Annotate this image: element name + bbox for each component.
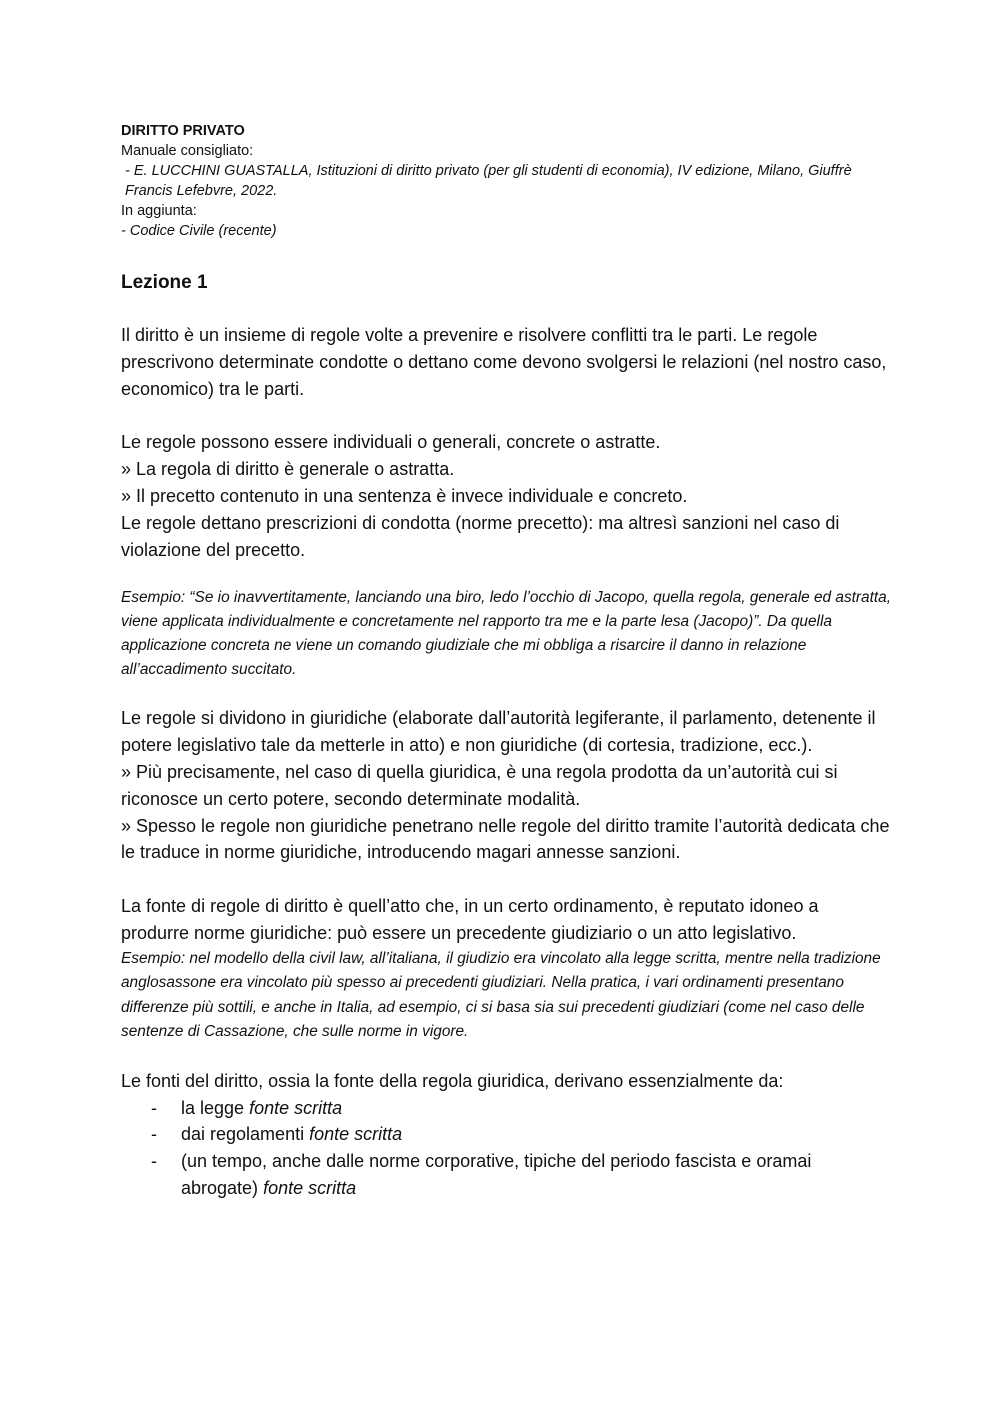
list-item-note: fonte scritta — [309, 1124, 403, 1145]
rule-types-line: » Il precetto contenuto in una sentenza è invece individuale e concreto. — [121, 485, 688, 506]
document-page — [121, 121, 891, 1202]
paragraph-definition: Il diritto è un insieme di regole volte a prevenire e risolvere conflitti tra le parti. Le regole prescrivono determinate condotte o dettano come devono svolgersi le relazioni (nel nostro caso, economico) tra le parti. — [121, 325, 887, 399]
list-item-note: fonte scritta — [263, 1177, 357, 1198]
rule-types-line: » La regola di diritto è generale o astratta. — [121, 459, 455, 480]
rule-types-line: Le regole dettano prescrizioni di condotta (norme precetto): ma altresì sanzioni nel caso di violazione del precetto. — [121, 512, 840, 560]
manual-reference: - E. LUCCHINI GUASTALLA, Istituzioni di diritto privato (per gli studenti di economia), IV edizione, Milano, Giuffrè Francis Lefebvre, 2022. — [125, 163, 852, 199]
list-item-text: dai regolamenti — [181, 1124, 310, 1145]
document-header — [121, 121, 891, 241]
list-item — [121, 1121, 891, 1148]
example-paragraph: Esempio: nel modello della civil law, all’italiana, il giudizio era vincolato alla legge scritta, mentre nella tradizione anglosassone era vincolato più spesso ai precedenti giudiziari. Nella pratica, i vari ordinamenti presentano differenze più sottili, e anche in Italia, ad esempio, ci si basa sia sui precedenti giudiziari (come nel caso delle sentenze di Cassazione, che sulle norme in vigore. — [121, 949, 881, 1041]
paragraph-rule-types — [121, 429, 891, 563]
sources-list — [121, 1095, 891, 1202]
paragraph-legal-rules — [121, 705, 891, 866]
addition-label: In aggiunta: — [121, 203, 197, 219]
lesson-heading: Lezione 1 — [121, 272, 208, 293]
legal-rules-line: » Spesso le regole non giuridiche penetrano nelle regole del diritto tramite l’autorità dedicata che le traduce in norme giuridiche, introducendo magari annesse sanzioni. — [121, 815, 890, 863]
document-title: DIRITTO PRIVATO — [121, 123, 245, 139]
list-item — [121, 1148, 891, 1202]
list-item-text: (un tempo, anche dalle norme corporative, tipiche del periodo fascista e oramai abrogate) — [181, 1151, 812, 1198]
list-dash: - — [151, 1151, 157, 1172]
manual-label: Manuale consigliato: — [121, 143, 254, 159]
example-paragraph: Esempio: “Se io inavvertitamente, lanciando una biro, ledo l’occhio di Jacopo, quella regola, generale ed astratta, viene applicata individualmente e concretamente nel rapporto tra me e la parte lesa (Jacopo)”. Da quella applicazione concreta ne viene un comando giudiziale che mi obbliga a risarcire il danno in relazione all’accadimento succitato. — [121, 589, 891, 679]
lesson-body — [121, 295, 891, 1202]
legal-rules-line: Le regole si dividono in giuridiche (elaborate dall’autorità legiferante, il parlamento, detenente il potere legislativo tale da metterle in atto) e non giuridiche (di cortesia, tradizione, ecc.). — [121, 708, 876, 756]
rule-types-line: Le regole possono essere individuali o generali, concrete o astratte. — [121, 432, 661, 453]
legal-rules-line: » Più precisamente, nel caso di quella giuridica, è una regola prodotta da un’autorità cui si riconosce un certo potere, secondo determinate modalità. — [121, 761, 838, 809]
addition-reference: - Codice Civile (recente) — [121, 223, 277, 239]
paragraph-source-definition: La fonte di regole di diritto è quell’atto che, in un certo ordinamento, è reputato idoneo a produrre norme giuridiche: può essere un precedente giudiziario o un atto legislativo. — [121, 896, 819, 943]
list-item — [121, 1095, 891, 1122]
paragraph-sources-intro: Le fonti del diritto, ossia la fonte della regola giuridica, derivano essenzialmente da: — [121, 1070, 784, 1091]
list-dash: - — [151, 1124, 157, 1145]
list-item-note: fonte scritta — [249, 1097, 343, 1118]
list-item-text: la legge — [181, 1097, 250, 1118]
list-dash: - — [151, 1097, 157, 1118]
